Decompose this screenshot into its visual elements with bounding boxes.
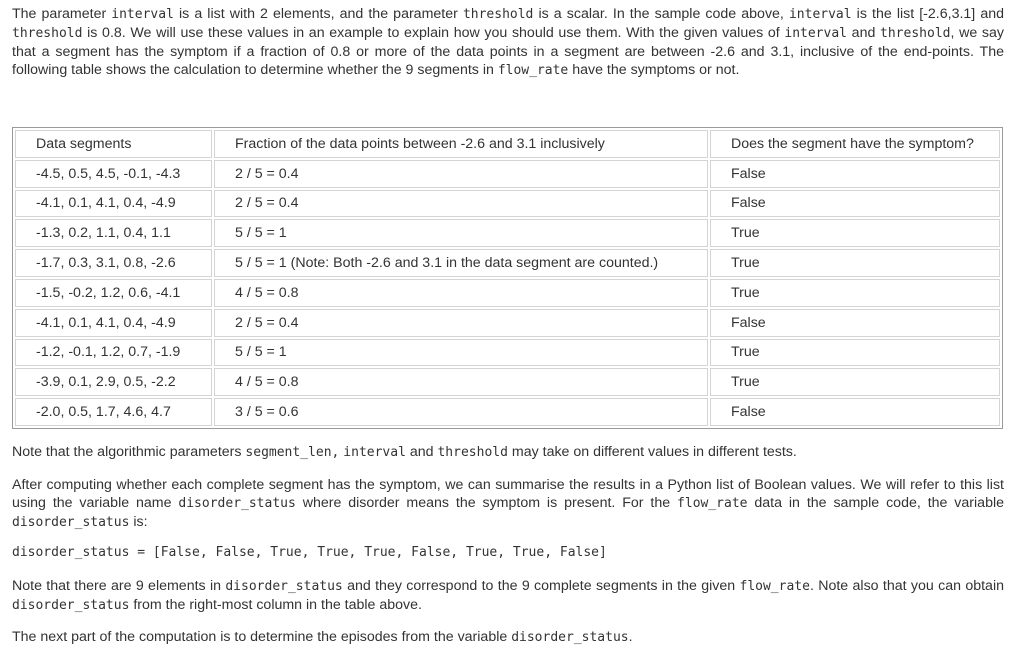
cell-fraction: 4 / 5 = 0.8 xyxy=(214,279,708,307)
cell-data-segment: -1.7, 0.3, 3.1, 0.8, -2.6 xyxy=(15,249,212,277)
code-threshold: threshold xyxy=(880,26,951,41)
intro-text-8: have the symptoms or not. xyxy=(568,62,740,78)
code-interval: interval xyxy=(111,7,174,22)
cell-symptom: False xyxy=(710,160,1000,188)
intro-paragraph xyxy=(12,5,1004,80)
cell-data-segment: -1.3, 0.2, 1.1, 0.4, 1.1 xyxy=(15,219,212,247)
code-disorder-status: disorder_status xyxy=(178,496,296,511)
cell-fraction: 5 / 5 = 1 (Note: Both -2.6 and 3.1 in the data segment are counted.) xyxy=(214,249,708,277)
intro-text-4: is the list [-2.6,3.1] and xyxy=(851,6,1004,22)
segments-table-wrapper xyxy=(12,127,1003,429)
intro-text-5: is 0.8. We will use these values in an example to explain how you should use them. With the given values of xyxy=(82,25,785,41)
intro-text-2: is a list with 2 elements, and the parameter xyxy=(173,6,463,22)
after-text-4: is: xyxy=(129,514,148,530)
after-text-1: After computing whether each complete segment has the symptom, we can summarise the results in a Python list of Boolean values. We will refer to this list using the variable name xyxy=(12,477,1004,511)
next-part-text-1: The next part of the computation is to determine the episodes from the variable xyxy=(12,629,512,645)
code-threshold: threshold xyxy=(437,445,508,460)
intro-text-3: is a scalar. In the sample code above, xyxy=(533,6,789,22)
intro-text-7: , we say that a segment has the symptom if a fraction of 0.8 or more of the data points in a segment are between -2.6 and 3.1, inclusive of the end-points. The following table shows the calculation to determine whether the 9 segments in xyxy=(12,25,1004,78)
header-fraction: Fraction of the data points between -2.6 and 3.1 inclusively xyxy=(214,130,708,158)
cell-fraction: 5 / 5 = 1 xyxy=(214,219,708,247)
table-row xyxy=(15,279,1000,307)
cell-symptom: True xyxy=(710,368,1000,396)
code-interval: interval xyxy=(788,7,852,22)
disorder-status-code-line: disorder_status = [False, False, True, True, True, False, True, True, False] xyxy=(12,545,607,560)
cell-data-segment: -3.9, 0.1, 2.9, 0.5, -2.2 xyxy=(15,368,212,396)
cell-fraction: 4 / 5 = 0.8 xyxy=(214,368,708,396)
code-disorder-status: disorder_status xyxy=(511,630,629,645)
code-disorder-status: disorder_status xyxy=(12,598,130,613)
note-elements-paragraph xyxy=(12,577,1004,615)
header-data-segments: Data segments xyxy=(15,130,212,158)
cell-data-segment: -4.1, 0.1, 4.1, 0.4, -4.9 xyxy=(15,190,212,218)
code-flow-rate: flow_rate xyxy=(497,63,569,78)
code-disorder-status: disorder_status xyxy=(12,515,130,530)
note-params-text-1: Note that the algorithmic parameters xyxy=(12,444,246,460)
table-row xyxy=(15,249,1000,277)
note-params-text-3: and xyxy=(405,444,438,460)
cell-fraction: 3 / 5 = 0.6 xyxy=(214,398,708,426)
note-elements-text-4: from the right-most column in the table above. xyxy=(129,597,422,613)
table-row xyxy=(15,309,1000,337)
cell-symptom: False xyxy=(710,309,1000,337)
cell-data-segment: -1.2, -0.1, 1.2, 0.7, -1.9 xyxy=(15,339,212,367)
header-symptom: Does the segment have the symptom? xyxy=(710,130,1000,158)
table-row xyxy=(15,219,1000,247)
cell-data-segment: -4.5, 0.5, 4.5, -0.1, -4.3 xyxy=(15,160,212,188)
note-parameters-paragraph xyxy=(12,443,1004,462)
cell-fraction: 5 / 5 = 1 xyxy=(214,339,708,367)
note-elements-text-2: and they correspond to the 9 complete segments in the given xyxy=(342,578,740,594)
after-computing-paragraph xyxy=(12,476,1004,532)
table-row xyxy=(15,368,1000,396)
code-interval: interval xyxy=(784,26,847,41)
cell-symptom: True xyxy=(710,279,1000,307)
intro-text-1: The parameter xyxy=(12,6,112,22)
cell-symptom: False xyxy=(710,398,1000,426)
cell-data-segment: -1.5, -0.2, 1.2, 0.6, -4.1 xyxy=(15,279,212,307)
table-header-row xyxy=(15,130,1000,158)
table-row xyxy=(15,339,1000,367)
next-part-text-2: . xyxy=(628,629,633,645)
cell-data-segment: -2.0, 0.5, 1.7, 4.6, 4.7 xyxy=(15,398,212,426)
cell-fraction: 2 / 5 = 0.4 xyxy=(214,309,708,337)
table-row xyxy=(15,398,1000,426)
intro-text-6: and xyxy=(847,25,881,41)
next-part-paragraph xyxy=(12,628,1004,647)
cell-symptom: True xyxy=(710,339,1000,367)
code-flow-rate: flow_rate xyxy=(677,496,748,511)
cell-symptom: True xyxy=(710,249,1000,277)
note-elements-text-1: Note that there are 9 elements in xyxy=(12,578,226,594)
table-row xyxy=(15,160,1000,188)
cell-fraction: 2 / 5 = 0.4 xyxy=(214,160,708,188)
code-segment-len: segment_len, xyxy=(245,445,340,460)
code-threshold: threshold xyxy=(462,7,534,22)
note-elements-text-3: . Note also that you can obtain xyxy=(809,578,1004,594)
cell-fraction: 2 / 5 = 0.4 xyxy=(214,190,708,218)
cell-data-segment: -4.1, 0.1, 4.1, 0.4, -4.9 xyxy=(15,309,212,337)
after-text-2: where disorder means the symptom is present. For the xyxy=(295,495,678,511)
code-interval: interval xyxy=(343,445,406,460)
code-flow-rate: flow_rate xyxy=(739,579,810,594)
segments-table xyxy=(12,127,1003,429)
cell-symptom: False xyxy=(710,190,1000,218)
code-threshold: threshold xyxy=(12,26,83,41)
after-text-3: data in the sample code, the variable xyxy=(747,495,1004,511)
note-params-text-4: may take on different values in different tests. xyxy=(507,444,797,460)
cell-symptom: True xyxy=(710,219,1000,247)
code-disorder-status: disorder_status xyxy=(225,579,343,594)
table-row xyxy=(15,190,1000,218)
